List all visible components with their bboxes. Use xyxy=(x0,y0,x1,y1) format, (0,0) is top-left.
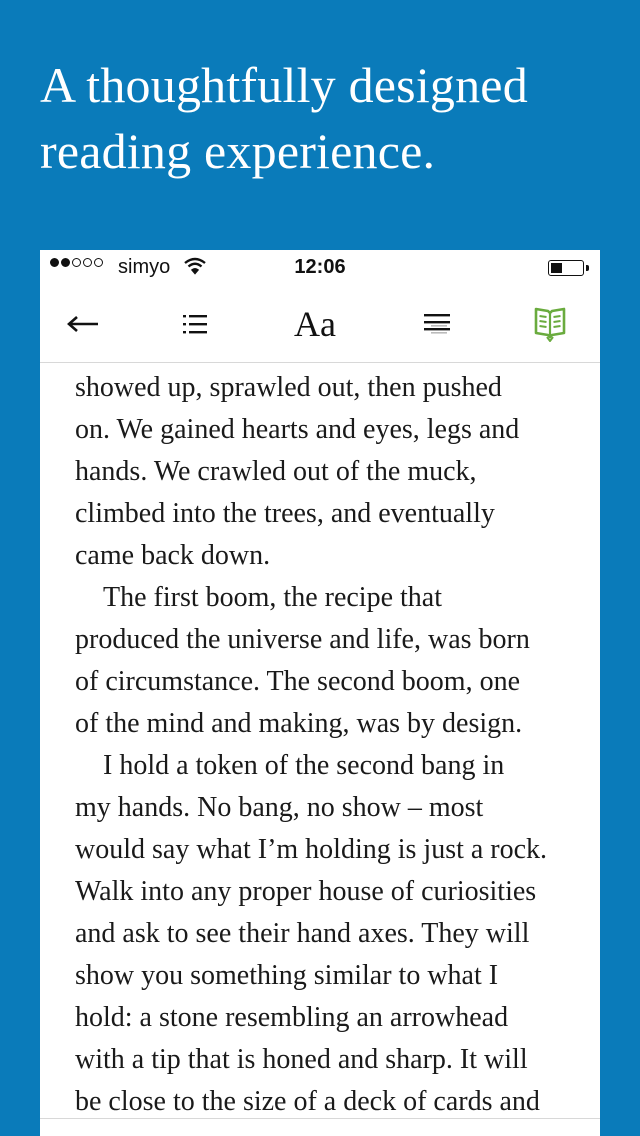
phone-screen xyxy=(40,250,600,1136)
text-line: came back down. xyxy=(75,540,271,571)
font-settings-button[interactable]: Aa xyxy=(294,304,336,344)
text-line: showed up, sprawled out, then pushed xyxy=(75,372,502,403)
bottom-divider xyxy=(40,1118,600,1119)
text-line: I hold a token of the second bang in xyxy=(103,750,505,781)
text-line: show you something similar to what I xyxy=(75,960,499,991)
text-line: be close to the size of a deck of cards and xyxy=(75,1086,540,1117)
text-line: on. We gained hearts and eyes, legs and xyxy=(75,414,520,445)
text-line: would say what I’m holding is just a rock. xyxy=(75,834,548,865)
line-spacing-button[interactable] xyxy=(412,286,462,362)
book-mode-button[interactable] xyxy=(522,286,578,362)
status-time: 12:06 xyxy=(294,256,346,278)
promo-headline-line-2: reading experience. xyxy=(40,123,436,179)
promo-headline-line-1: A thoughtfully designed xyxy=(40,57,528,113)
text-line: hold: a stone resembling an arrowhead xyxy=(75,1002,509,1033)
line-spacing-icon xyxy=(423,312,451,336)
text-line: climbed into the trees, and eventually xyxy=(75,498,495,529)
text-line: Walk into any proper house of curiosities xyxy=(75,876,537,907)
text-line: hands. We crawled out of the muck, xyxy=(75,456,477,487)
promo-headline xyxy=(40,52,610,184)
text-line: with a tip that is honed and sharp. It will xyxy=(75,1044,528,1075)
battery-icon xyxy=(548,260,584,276)
carrier-name: simyo xyxy=(118,256,171,278)
back-button[interactable] xyxy=(56,286,110,362)
text-line: and ask to see their hand axes. They will xyxy=(75,918,530,949)
text-line: of circumstance. The second boom, one xyxy=(75,666,521,697)
reader-toolbar xyxy=(40,286,600,363)
text-line: The first boom, the recipe that xyxy=(103,582,442,613)
reading-page[interactable] xyxy=(75,367,575,1123)
list-icon xyxy=(182,313,208,335)
arrow-left-icon xyxy=(66,314,100,334)
text-line: my hands. No bang, no show – most xyxy=(75,792,484,823)
status-bar xyxy=(40,250,600,286)
text-line: of the mind and making, was by design. xyxy=(75,708,523,739)
table-of-contents-button[interactable] xyxy=(170,286,220,362)
text-line: produced the universe and life, was born xyxy=(75,624,530,655)
open-book-icon xyxy=(533,306,567,342)
